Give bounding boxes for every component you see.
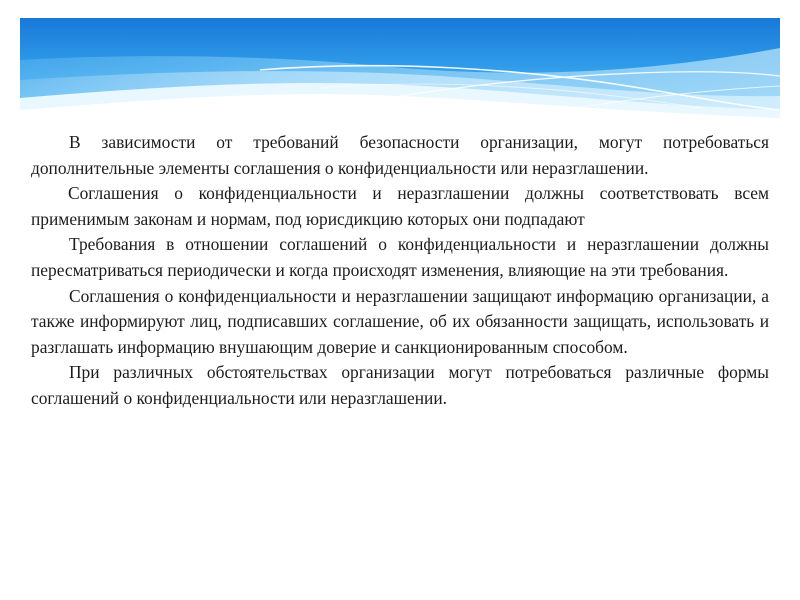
paragraph-3: Требования в отношении соглашений о конфиденциальности и неразглашении должны пересматриваться периодически и когда происходят изменения, влияющие на эти требования. [31,234,769,280]
paragraph-5: При различных обстоятельствах организации могут потребоваться различные формы соглашений о конфиденциальности или неразглашении. [31,362,769,408]
paragraph-1: В зависимости от требований безопасности организации, могут потребоваться дополнительные элементы соглашения о конфиденциальности или неразглашении. [31,132,769,178]
paragraph-2: Соглашения о конфиденциальности и неразглашении должны соответствовать всем применимым законам и нормам, под юрисдикцию которых они подпадают [31,183,769,229]
paragraph-4: Соглашения о конфиденциальности и неразглашении защищают информацию организации, а также информируют лиц, подписавших соглашение, об их обязанности защищать, использовать и разглашать информацию внушающим доверие и санкционированным способом. [31,285,769,357]
header-banner [20,18,780,123]
wave-decoration [20,18,780,123]
body-text [31,130,769,412]
